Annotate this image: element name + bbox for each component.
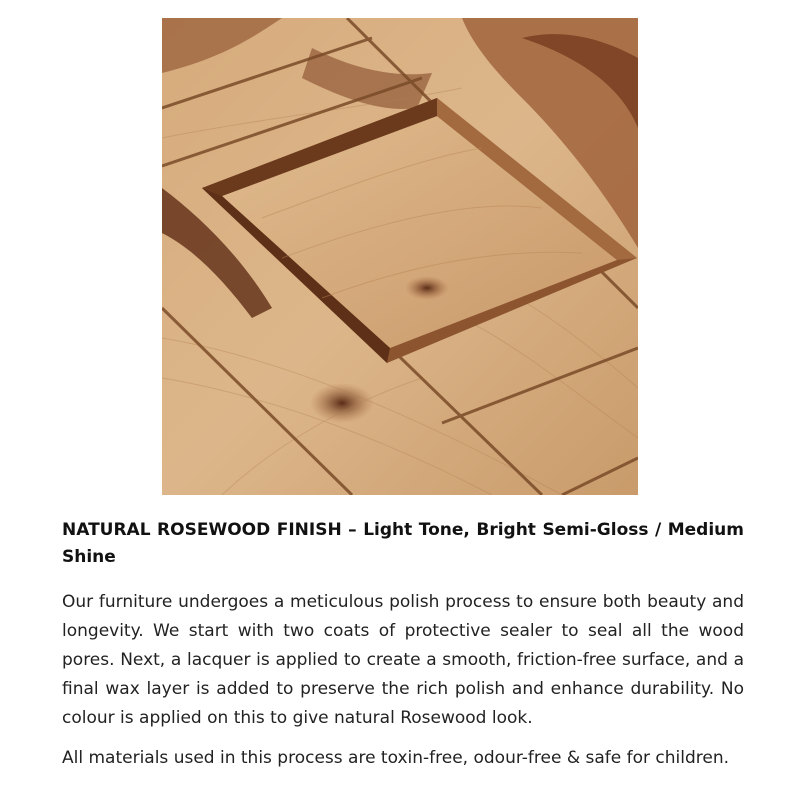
wood-surface-illustration xyxy=(162,18,638,495)
safety-note: All materials used in this process are toxin-free, odour-free & safe for children. xyxy=(62,748,729,768)
finish-heading: NATURAL ROSEWOOD FINISH – Light Tone, Bright Semi-Gloss / Medium Shine xyxy=(62,520,744,567)
finish-description: Our furniture undergoes a meticulous polish process to ensure both beauty and longevity. We start with two coats of protective sealer to seal all the wood pores. Next, a lacquer is applied to create a smooth, friction-free surface, and a final wax layer is added to preserve the rich polish and enhance durability. No colour is applied on this to give natural Rosewood look. xyxy=(62,592,744,728)
rosewood-finish-photo xyxy=(162,18,638,495)
